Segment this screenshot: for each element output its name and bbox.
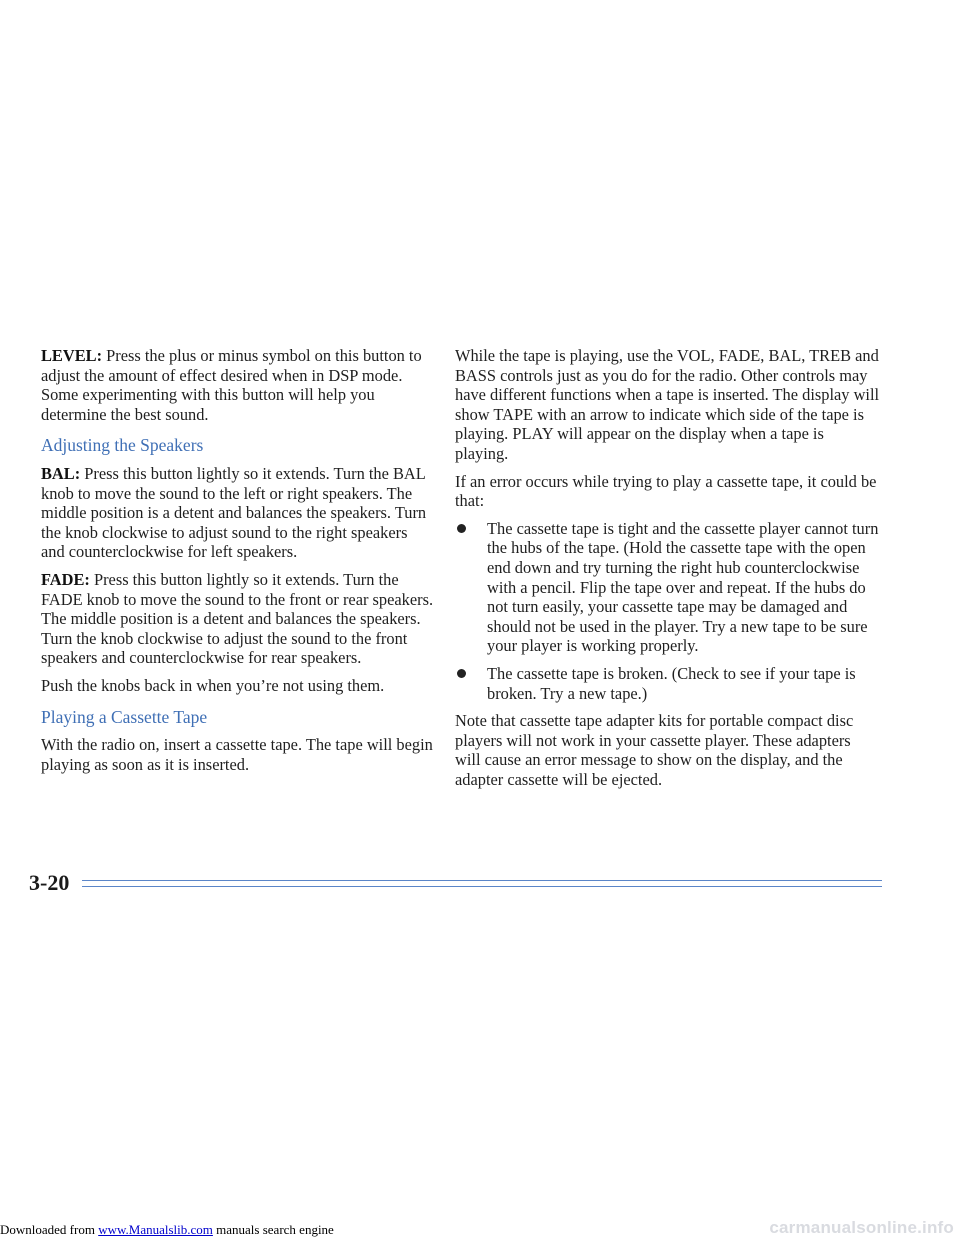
watermark: carmanualsonline.info [769,1218,954,1237]
playing-cassette-heading: Playing a Cassette Tape [41,706,208,727]
bal-text: Press this button lightly so it extends. Turn the BAL knob to move the sound to the left or right speakers. The middle position is a detent and balances the speakers. Turn the knob clockwise to adjust sound to the right speakers and counterclockwise for left speakers. [41,463,427,562]
right-column [455,346,880,797]
bal-paragraph [41,464,435,562]
footer-suffix: manuals search engine [212,1222,334,1237]
manualslib-link[interactable]: www.Manualslib.com [98,1222,213,1237]
error-causes-list [455,519,880,703]
fade-text: Press this button lightly so it extends. Turn the FADE knob to move the sound to the front or rear speakers. The middle position is a detent and balances the speakers. Turn the knob clockwise to adjust the sound to the front speakers and counterclockwise for rear speakers. [41,569,434,668]
insert-tape-paragraph: With the radio on, insert a cassette tape. The tape will begin playing as soon as it is inserted. [41,735,433,774]
fade-paragraph [41,570,435,668]
fade-term: FADE: [41,569,90,589]
adapter-note-paragraph: Note that cassette tape adapter kits for portable compact disc players will not work in your cassette player. These adapters will cause an error message to show on the display, and the adapter cassette will be ejected. [455,711,854,789]
list-item-text: The cassette tape is broken. (Check to see if your tape is broken. Try a new tape.) [487,663,856,703]
download-footer [0,1222,334,1238]
while-playing-paragraph: While the tape is playing, use the VOL, FADE, BAL, TREB and BASS controls just as you do for the radio. Other controls may have different functions when a tape is inserted. The display will show TAPE with an arrow to indicate which side of the tape is playing. PLAY will appear on the display when a tape is playing. [455,346,880,463]
list-item-text: The cassette tape is tight and the cassette player cannot turn the hubs of the tape. (Hold the cassette tape with the open end down and try turning the right hub counterclockwise with a pencil. Flip the tape over and repeat. If the hubs do not turn easily, your cassette tape may be damaged and should not be used in the player. Try a new tape to be sure your player is working properly. [487,518,879,656]
page-number: 3-20 [29,870,70,895]
bullet-icon [457,524,466,533]
level-paragraph [41,346,435,424]
adjusting-speakers-heading: Adjusting the Speakers [41,435,204,456]
left-column [41,346,435,782]
level-term: LEVEL: [41,346,103,365]
page-footer-rule [82,880,882,887]
push-knobs-paragraph: Push the knobs back in when you’re not using them. [41,675,385,695]
bullet-icon [457,669,466,678]
list-item [455,519,880,656]
list-item [455,664,880,703]
error-intro-paragraph: If an error occurs while trying to play a cassette tape, it could be that: [455,471,877,511]
footer-prefix: Downloaded from [0,1222,99,1237]
level-text: Press the plus or minus symbol on this button to adjust the amount of effect desired when in DSP mode. Some experimenting with this button will help you determine the best sound. [41,346,422,424]
bal-term: BAL: [41,463,81,483]
